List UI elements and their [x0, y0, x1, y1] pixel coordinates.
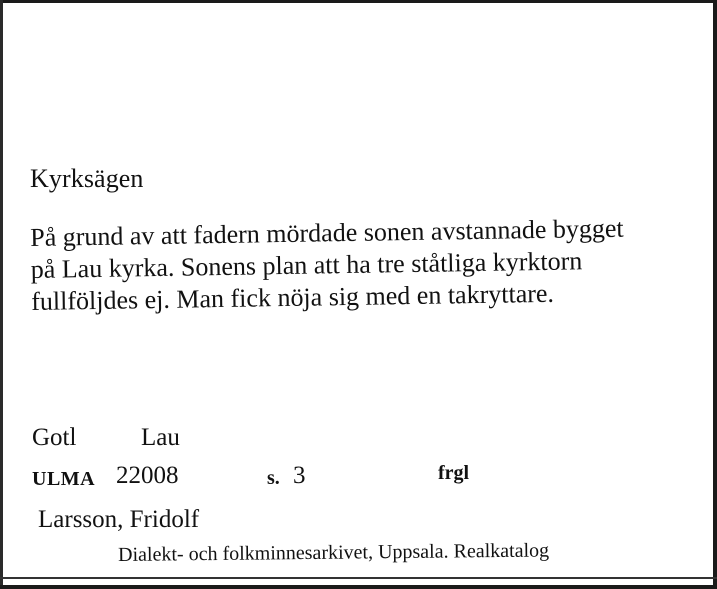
body-line-1: På grund av att fadern mördade sonen avstannade bygget [30, 213, 624, 252]
page-number: 3 [293, 462, 306, 489]
region-field: Gotl [32, 424, 77, 451]
collector-name: Larsson, Fridolf [38, 506, 200, 533]
parish-field: Lau [141, 424, 180, 451]
card-title: Kyrksägen [30, 164, 144, 193]
body-line-2: på Lau kyrka. Sonens plan att ha tre ståtliga kyrktorn [30, 246, 583, 284]
card-right-edge [713, 0, 717, 589]
body-line-3: fullföljdes ej. Man fick nöja sig med en takryttare. [31, 278, 555, 316]
card-bottom-rule [0, 577, 717, 579]
card-top-edge [0, 0, 717, 3]
page-label: s. [267, 467, 280, 489]
archive-name: ULMA [32, 468, 96, 490]
archive-footer: Dialekt- och folkminnesarkivet, Uppsala. Realkatalog [118, 539, 550, 566]
card-left-edge [0, 0, 3, 589]
card-bottom-edge [0, 585, 717, 589]
type-code: frgl [438, 462, 470, 484]
accession-number: 22008 [116, 462, 179, 489]
card-body-text [30, 212, 691, 318]
